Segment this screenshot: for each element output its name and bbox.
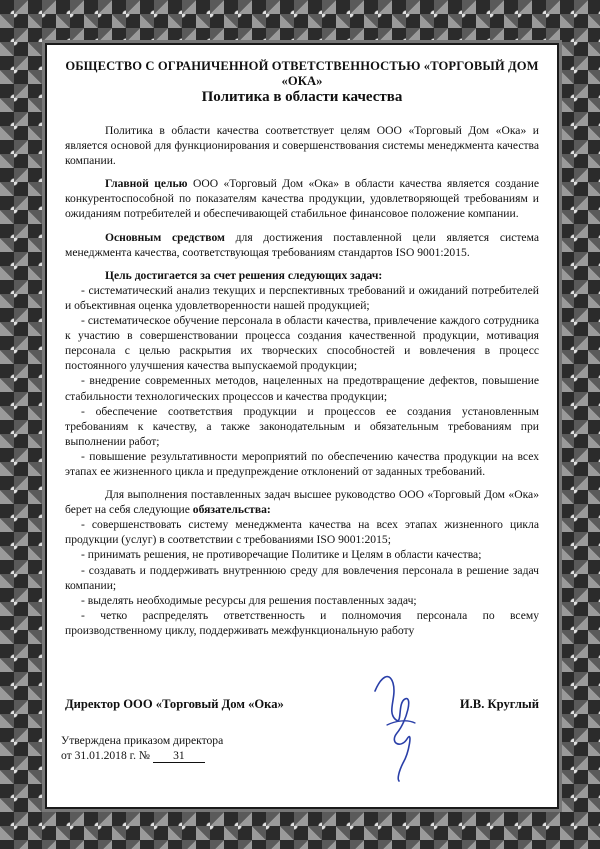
goal-item: - повышение результативности мероприятий по обеспечению качества продукции на всех этапах ее жизненного цикла и предупреждение отклонений от заданных требований. [65, 449, 539, 478]
approval-date: от 31.01.2018 г. № [61, 749, 150, 762]
approval-note [61, 733, 223, 763]
signer-name: И.В. Круглый [459, 697, 539, 711]
intro-paragraph: Политика в области качества соответствует целям ООО «Торговый Дом «Ока» и является основой для функционирования и совершенствования системы менеджмента качества компании. [65, 124, 539, 168]
obligations-intro-text: Для выполнения поставленных задач высшее руководство ООО «Торговый Дом «Ока» берет на себя следующие [65, 488, 539, 517]
approval-line: Утверждена приказом директора [61, 734, 224, 747]
obligation-item: - принимать решения, не противоречащие Политике и Целям в области качества; [81, 548, 482, 562]
document-body [65, 123, 539, 638]
organization-name: ОБЩЕСТВО С ОГРАНИЧЕННОЙ ОТВЕТСТВЕННОСТЬЮ «ТОРГОВЫЙ ДОМ «ОКА» [65, 59, 539, 88]
goal-item: - систематический анализ текущих и перспективных требований и ожиданий потребителей и объективная оценка удовлетворенности нашей продукцией; [65, 283, 539, 312]
main-goal-paragraph [65, 176, 539, 221]
handwritten-signature [367, 663, 437, 783]
order-number: 31 [153, 750, 205, 763]
obligation-item: - четко распределять ответственность и полномочия персонала по всему производственному циклу, поддерживать межфункциональную работу [65, 608, 539, 637]
document-title: Политика в области качества [201, 89, 403, 105]
main-means-bold: Основным средством [105, 230, 225, 244]
obligations-intro [65, 487, 539, 517]
obligations-intro-bold: обязательства: [192, 503, 271, 517]
document-page [47, 45, 557, 807]
main-means-text: для достижения поставленной цели является система менеджмента качества, соответствующая требованиям стандартов ISO 9001:2015. [65, 230, 539, 259]
obligation-item: - выделять необходимые ресурсы для решения поставленных задач; [81, 593, 417, 607]
obligation-item: - совершенствовать систему менеджмента качества на всех этапах жизненного цикла продукции (услуг) в соответствии с требованиями ISO 9001:2015; [65, 518, 539, 547]
goal-item: - обеспечение соответствия продукции и процессов ее создания установленным требованиям к качеству, а также законодательным и обязательным требованиям при выполнении работ; [65, 404, 539, 448]
goals-heading: Цель достигается за счет решения следующих задач: [105, 268, 383, 282]
main-goal-text: ООО «Торговый Дом «Ока» в области качества является создание конкурентоспособной по показателям качества продукции, удовлетворяющей требованиям и ожиданиям потребителей и обеспечивающей стабильное финансовое положение компании. [65, 177, 539, 221]
obligation-item: - создавать и поддерживать внутреннюю среду для вовлечения персонала в решение задач компании; [65, 563, 539, 592]
director-label: Директор ООО «Торговый Дом «Ока» [65, 697, 284, 711]
main-goal-bold: Главной целью [105, 177, 188, 191]
main-means-paragraph [65, 230, 539, 260]
goal-item: - внедрение современных методов, нацеленных на предотвращение дефектов, повышение стабильности технологических процессов и качества продукции; [65, 374, 539, 403]
goal-item: - систематическое обучение персонала в области качества, привлечение каждого сотрудника к участию в совершенствовании процесса создания качественной продукции, мотивация персонала с целью раскрытия их творческих способностей и вовлечения в процесс постоянного улучшения качества выпускаемой продукции; [65, 314, 539, 373]
approval-date-line [61, 748, 223, 763]
